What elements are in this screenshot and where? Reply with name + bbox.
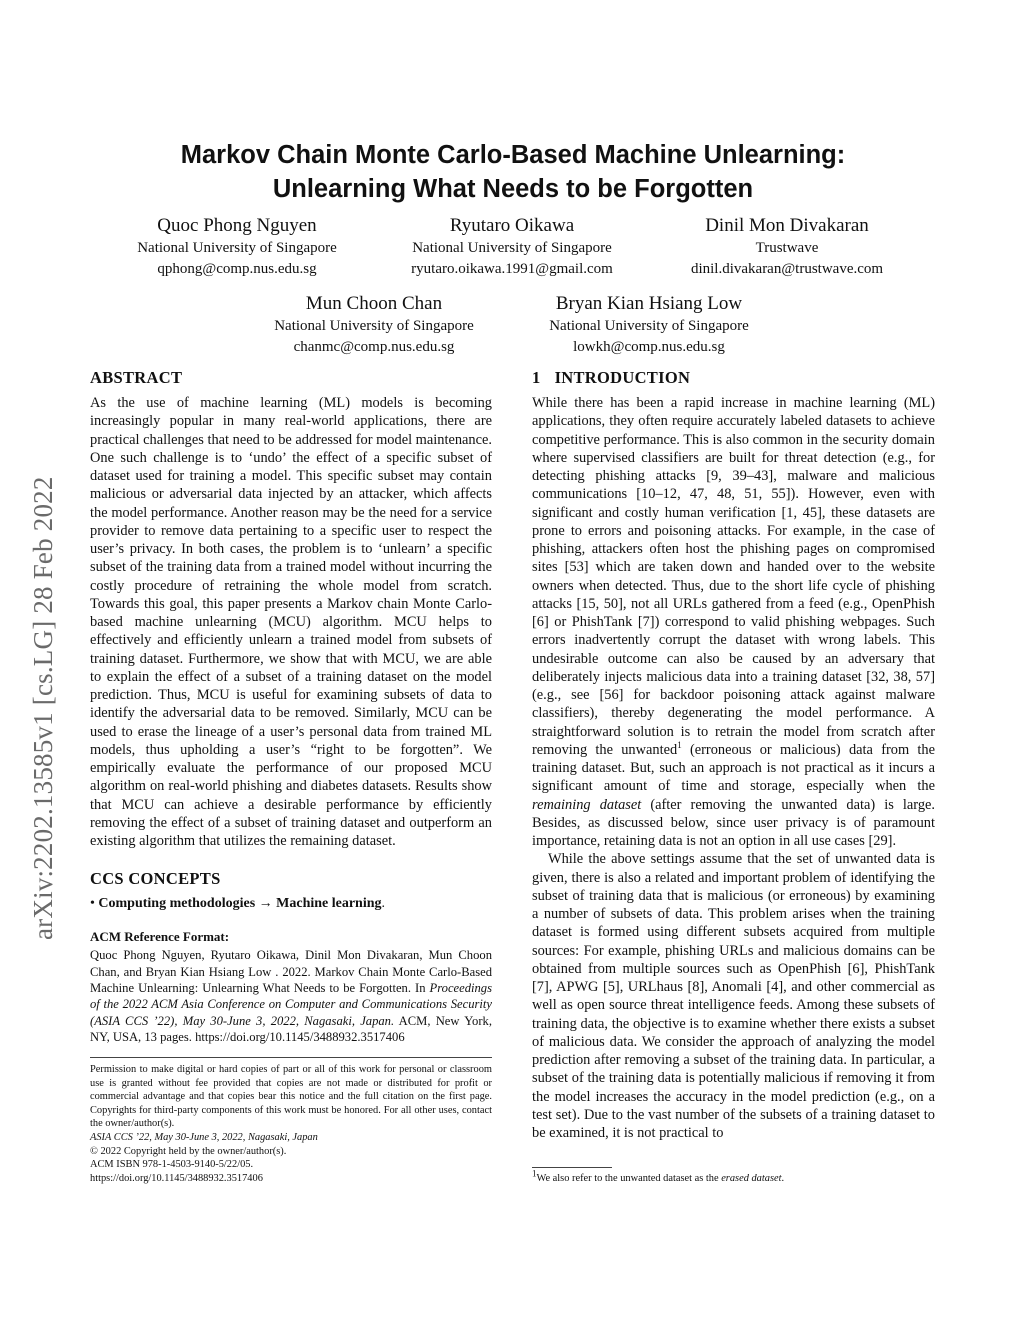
footnote-divider: [532, 1167, 612, 1168]
author-name: Mun Choon Chan: [305, 293, 443, 314]
footnote-text: We also refer to the unwanted dataset as the: [536, 1173, 722, 1184]
copyright-line: © 2022 Copyright held by the owner/author(s).: [90, 1145, 287, 1157]
author-name: Quoc Phong Nguyen: [157, 215, 317, 236]
title-line-2: Unlearning What Needs to be Forgotten: [272, 175, 754, 203]
section-number: 1: [532, 368, 541, 387]
acm-reference-venue: Proceedings of the 2022 ACM Asia Conference on Computer and Communications Security (ASIA CCS ’22), May 30-June 3, 2022, Nagasaki, Japan.: [90, 981, 492, 1028]
acm-reference-authors: Quoc Phong Nguyen, Ryutaro Oikawa, Dinil Mon Divakaran, Mun Choon Chan, and Bryan Kian Hsiang Low . 2022. Markov Chain Monte Carlo-Based Machine Unlearning: Unlearning What Needs to be Forgotten. In: [90, 948, 492, 996]
acm-reference-tail[interactable]: ACM, New York, NY, USA, 13 pages. https://doi.org/10.1145/3488932.3517406: [90, 1013, 492, 1045]
ccs-concepts: [90, 895, 492, 913]
footnote-number: 1: [532, 1168, 537, 1179]
abstract-text: As the use of machine learning (ML) models is becoming increasingly popular in many real-world applications, there are practical challenges that need to be addressed for model maintenance. One such challenge is to ‘undo’ the effect of a specific subset of dataset used for training a model. This specific subset may contain malicious or adversarial data injected by an attacker, which affects the model performance. Another reason may be the need for a service provider to remove data pertaining to a specific user to respect the user’s privacy. In both cases, the problem is to ‘unlearn’ a specific subset of the training data from a trained model without incurring the costly procedure of retraining the whole model from scratch. Towards this goal, this paper presents a Markov chain Monte Carlo-based machine unlearning (MCU) algorithm. MCU helps to effectively and efficiently unlearn a trained model from subsets of training dataset. Furthermore, we show that with MCU, we are able to explain the effect of a subset of a training dataset on the model prediction. Thus, MCU is useful for examining subsets of data to identify the adversarial data to be removed. Similarly, MCU can be used to erase the lineage of a user’s personal data from trained ML models, thus upholding a user’s “right to be forgotten”. We empirically evaluate the performance of our proposed MCU algorithm on real-world phishing and diabetes datasets. Results show that MCU can achieve a desirable performance by efficiently removing the effect of a subset of training dataset and outperform an existing algorithm that utilizes the remaining dataset.: [90, 395, 492, 849]
isbn-line: ACM ISBN 978-1-4503-9140-5/22/05.: [90, 1159, 254, 1171]
abstract-heading: ABSTRACT: [90, 368, 183, 387]
author-block: [645, 214, 929, 279]
author-block: [232, 292, 516, 357]
introduction-heading: [532, 368, 935, 388]
intro-p1-part-b: (erroneous or malicious) data from the training dataset. But, such an approach is not practical as it incurs a significant amount of time and storage, especially when the: [532, 741, 935, 795]
author-email: lowkh@comp.nus.edu.sg: [573, 338, 725, 355]
intro-p1-part-a: While there has been a rapid increase in machine learning (ML) applications, they often require accurately labeled datasets to achieve competitive performance. This is also common in the security domain where supervised classifiers are built for threat detection (e.g., for detecting phishing attacks [9, 39–43], malware and malicious communications [10–12, 47, 48, 51, 55]). However, even with significant and costly human verification [1, 45], these datasets are prone to errors and poisoning attacks. For example, in the case of phishing, attackers often host the phishing pages on compromised sites [53] which are taken down and handed over to the website owners when detected. Thus, due to the short life cycle of phishing attacks [15, 50], not all URLs gathered from a feed (e.g., OpenPhish [6] or PhishTank [7]) correspond to valid phishing webpages. Such errors inadvertently corrupt the dataset with wrong labels. This undesirable outcome can also be caused by an adversary that deliberately injects malicious data into a training dataset [32, 38, 57] (e.g., see [56] for backdoor poisoning attack against malware classifiers), thereby degenerating the model performance. A straightforward solution is to retrain the model from scratch after removing the unwanted: [532, 395, 935, 758]
ccs-period: .: [381, 896, 386, 912]
author-name: Dinil Mon Divakaran: [705, 215, 869, 236]
author-affiliation: National University of Singapore: [549, 318, 749, 334]
arxiv-identifier[interactable]: arXiv:2202.13585v1 [cs.LG] 28 Feb 2022: [28, 476, 58, 940]
right-column: [532, 368, 935, 1142]
ccs-category: Computing methodologies: [98, 896, 256, 912]
author-affiliation: National University of Singapore: [137, 240, 337, 256]
author-email: chanmc@comp.nus.edu.sg: [293, 338, 455, 355]
permission-block: [90, 1063, 492, 1185]
bullet: •: [90, 896, 95, 912]
footnote: [532, 1168, 785, 1185]
conference-text: ASIA CCS ’22, May 30-June 3, 2022, Nagasaki, Japan: [90, 1131, 318, 1143]
author-block: [95, 214, 379, 279]
author-block: [370, 214, 654, 279]
arrow-icon: →: [258, 896, 273, 912]
author-email: qphong@comp.nus.edu.sg: [157, 260, 317, 277]
footnote-period: .: [781, 1173, 785, 1184]
author-email: dinil.divakaran@trustwave.com: [690, 260, 884, 277]
doi-link[interactable]: https://doi.org/10.1145/3488932.3517406: [90, 1172, 263, 1184]
author-affiliation: Trustwave: [755, 240, 819, 256]
intro-paragraph-2: While the above settings assume that the set of unwanted data is given, there is also a related and important problem of identifying the subset of training data that is malicious (or erroneous) by examining a number of subsets of data. This problem arises when the training dataset is formed using different subsets acquired from multiple sources: For example, phishing URLs and malicious domains can be obtained from multiple sources such as OpenPhish [6], PhishTank [7], APWG [5], URLhaus [8], Anomali [4], and other commercial as well as open source threat intelligence feeds. Among these subsets of training data, the objective is to examine whether there exists a subset of malicious data. We consider the approach of analyzing the model prediction after removing a subset of the training data. In particular, a subset of the training data is potentially malicious if removing it from the model increases the accuracy in the model prediction (e.g., on a test set). Due to the vast number of the subsets of a training dataset to be examined, it is not practical to: [532, 851, 935, 1141]
paper-title: [90, 138, 936, 206]
author-email: ryutaro.oikawa.1991@gmail.com: [411, 260, 613, 277]
ccs-concept: Machine learning: [276, 896, 382, 912]
footnote-emphasis: erased dataset: [721, 1173, 782, 1184]
intro-p1-part-c: (after removing the unwanted data) is large. Besides, as discussed below, since user privacy is of paramount importance, retaining data is not an option in all use cases [29].: [532, 796, 936, 849]
permission-text: Permission to make digital or hard copies of part or all of this work for personal or classroom use is granted without fee provided that copies are not made or distributed for profit or commercial advantage and that copies bear this notice and the full citation on the first page. Copyrights for third-party components of this work must be honored. For all other uses, contact the owner/author(s).: [90, 1064, 492, 1130]
conference-line: [90, 1131, 492, 1145]
left-column: [90, 368, 492, 1046]
author-block: [507, 292, 791, 357]
permission-divider: [90, 1057, 492, 1058]
title-line-1: Markov Chain Monte Carlo-Based Machine Unlearning:: [180, 141, 846, 169]
acm-reference-heading: ACM Reference Format:: [90, 929, 230, 945]
intro-paragraph-1: [532, 394, 935, 850]
footnote-mark[interactable]: 1: [677, 739, 682, 750]
section-title: INTRODUCTION: [554, 368, 691, 387]
intro-p1-emphasis: remaining dataset: [532, 796, 642, 813]
acm-reference-text: [90, 947, 492, 1045]
ccs-heading: CCS CONCEPTS: [90, 869, 221, 889]
author-name: Bryan Kian Hsiang Low: [555, 293, 743, 314]
author-affiliation: National University of Singapore: [274, 318, 474, 334]
author-affiliation: National University of Singapore: [412, 240, 612, 256]
author-name: Ryutaro Oikawa: [449, 215, 575, 236]
